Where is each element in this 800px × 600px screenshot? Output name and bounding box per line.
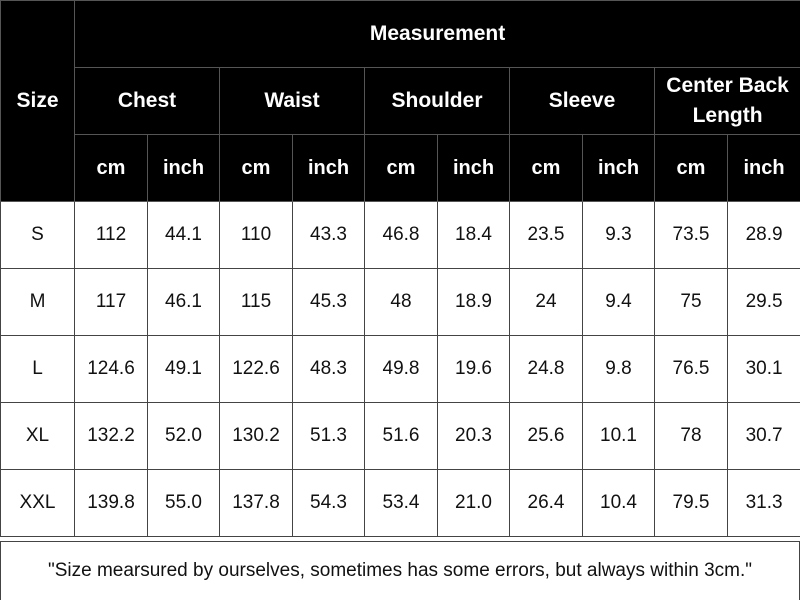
value-cell: 9.4 [583, 269, 655, 336]
size-cell: XXL [1, 470, 75, 537]
value-cell: 49.1 [148, 336, 220, 403]
value-cell: 28.9 [728, 202, 800, 269]
value-cell: 43.3 [293, 202, 365, 269]
shoulder-cm-header: cm [365, 135, 438, 202]
value-cell: 78 [655, 403, 728, 470]
value-cell: 112 [75, 202, 148, 269]
value-cell: 130.2 [220, 403, 293, 470]
value-cell: 31.3 [728, 470, 800, 537]
value-cell: 110 [220, 202, 293, 269]
table-row [1, 269, 800, 336]
value-cell: 45.3 [293, 269, 365, 336]
value-cell: 52.0 [148, 403, 220, 470]
header-row-units [1, 135, 800, 202]
value-cell: 29.5 [728, 269, 800, 336]
size-cell: L [1, 336, 75, 403]
value-cell: 51.3 [293, 403, 365, 470]
table-row [1, 470, 800, 537]
value-cell: 132.2 [75, 403, 148, 470]
value-cell: 19.6 [438, 336, 510, 403]
value-cell: 48.3 [293, 336, 365, 403]
value-cell: 115 [220, 269, 293, 336]
header-row-measurement [1, 1, 800, 68]
table-row [1, 403, 800, 470]
value-cell: 25.6 [510, 403, 583, 470]
value-cell: 79.5 [655, 470, 728, 537]
value-cell: 30.1 [728, 336, 800, 403]
center-back-inch-header: inch [728, 135, 800, 202]
value-cell: 139.8 [75, 470, 148, 537]
size-cell: M [1, 269, 75, 336]
value-cell: 55.0 [148, 470, 220, 537]
chest-inch-header: inch [148, 135, 220, 202]
chest-header: Chest [75, 68, 220, 135]
shoulder-header: Shoulder [365, 68, 510, 135]
table-row [1, 336, 800, 403]
shoulder-inch-header: inch [438, 135, 510, 202]
waist-inch-header: inch [293, 135, 365, 202]
value-cell: 124.6 [75, 336, 148, 403]
value-cell: 73.5 [655, 202, 728, 269]
value-cell: 18.9 [438, 269, 510, 336]
value-cell: 10.1 [583, 403, 655, 470]
size-column-header: Size [1, 1, 75, 202]
header-row-groups [1, 68, 800, 135]
value-cell: 122.6 [220, 336, 293, 403]
value-cell: 76.5 [655, 336, 728, 403]
value-cell: 51.6 [365, 403, 438, 470]
value-cell: 48 [365, 269, 438, 336]
value-cell: 20.3 [438, 403, 510, 470]
value-cell: 54.3 [293, 470, 365, 537]
sleeve-header: Sleeve [510, 68, 655, 135]
sleeve-cm-header: cm [510, 135, 583, 202]
value-cell: 24 [510, 269, 583, 336]
value-cell: 137.8 [220, 470, 293, 537]
value-cell: 117 [75, 269, 148, 336]
value-cell: 26.4 [510, 470, 583, 537]
chest-cm-header: cm [75, 135, 148, 202]
value-cell: 44.1 [148, 202, 220, 269]
value-cell: 10.4 [583, 470, 655, 537]
value-cell: 30.7 [728, 403, 800, 470]
value-cell: 23.5 [510, 202, 583, 269]
center-back-length-header [655, 68, 800, 135]
footnote-disclaimer: "Size mearsured by ourselves, sometimes has some errors, but always within 3cm." [0, 541, 800, 600]
table-row [1, 202, 800, 269]
value-cell: 18.4 [438, 202, 510, 269]
value-cell: 49.8 [365, 336, 438, 403]
center-back-length-line1: Center Back [666, 74, 789, 97]
value-cell: 9.8 [583, 336, 655, 403]
center-back-length-line2: Length [692, 104, 763, 127]
value-cell: 24.8 [510, 336, 583, 403]
value-cell: 53.4 [365, 470, 438, 537]
value-cell: 75 [655, 269, 728, 336]
value-cell: 9.3 [583, 202, 655, 269]
size-cell: XL [1, 403, 75, 470]
waist-header: Waist [220, 68, 365, 135]
measurement-header: Measurement [75, 1, 800, 68]
value-cell: 46.1 [148, 269, 220, 336]
waist-cm-header: cm [220, 135, 293, 202]
center-back-cm-header: cm [655, 135, 728, 202]
value-cell: 46.8 [365, 202, 438, 269]
size-cell: S [1, 202, 75, 269]
sleeve-inch-header: inch [583, 135, 655, 202]
value-cell: 21.0 [438, 470, 510, 537]
